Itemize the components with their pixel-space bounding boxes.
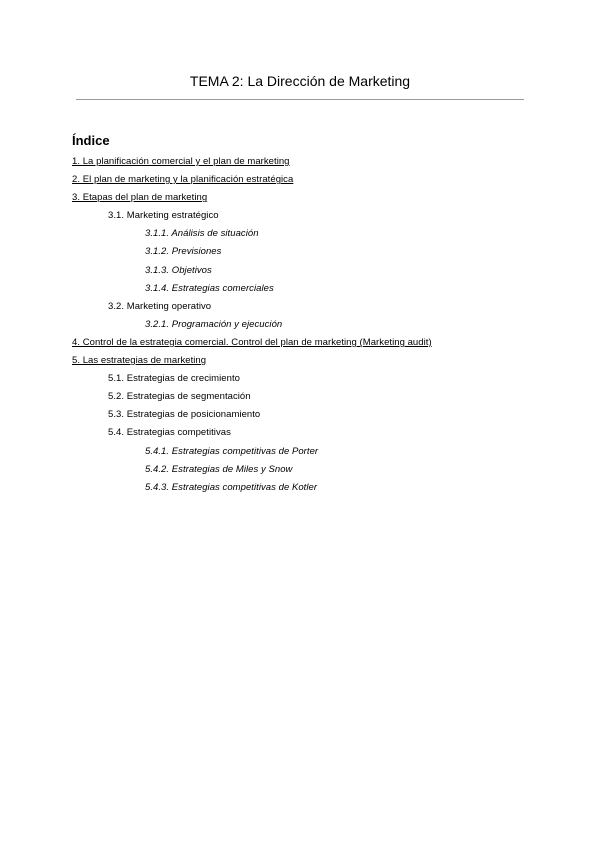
toc-entry [0,479,600,497]
toc-entry-text: 5.4. Estrategias competitivas [108,427,231,439]
toc-link[interactable] [0,189,600,207]
toc-entry [0,316,600,334]
toc-entry-text: 3.2. Marketing operativo [108,300,212,312]
toc-entry [0,298,600,316]
index-heading: Índice [72,133,110,148]
toc-entry-text: 5. Las estrategias de marketing [72,355,207,367]
toc-entry-text: 5.2. Estrategias de segmentación [108,391,251,403]
toc-entry [0,443,600,461]
toc-entry-text: 5.4.2. Estrategias de Miles y Snow [145,463,293,475]
toc-entry-text: 3.1.3. Objetivos [145,264,212,276]
title-divider [76,99,524,100]
table-of-contents [0,153,600,497]
toc-entry-text: 1. La planificación comercial y el plan de marketing [72,156,290,167]
toc-entry-text: 5.4.1. Estrategias competitivas de Porter [145,445,319,457]
toc-link[interactable] [0,153,600,171]
toc-entry [0,225,600,243]
toc-entry-text: 3.1.2. Previsiones [145,246,222,258]
document-title: TEMA 2: La Dirección de Marketing [189,73,411,89]
toc-entry-text: 2. El plan de marketing y la planificación estratégica [72,174,294,186]
toc-entry [0,461,600,479]
toc-entry-text: 5.1. Estrategias de crecimiento [108,373,240,385]
toc-entry [0,262,600,280]
toc-entry [0,406,600,424]
toc-entry-text: 3.1. Marketing estratégico [108,210,219,222]
toc-entry-text: 3.1.4. Estrategias comerciales [145,282,274,294]
toc-entry [0,243,600,261]
toc-link[interactable] [0,334,600,352]
toc-entry-text: 5.4.3. Estrategias competitivas de Kotler [145,481,318,493]
toc-entry-text: 5.3. Estrategias de posicionamiento [108,409,261,421]
toc-entry [0,207,600,225]
toc-entry [0,424,600,442]
toc-entry-text: 3. Etapas del plan de marketing [72,192,208,204]
toc-entry [0,370,600,388]
toc-link[interactable] [0,352,600,370]
toc-link[interactable] [0,171,600,189]
toc-entry-text: 4. Control de la estrategia comercial. Control del plan de marketing (Marketing audit) [72,336,432,348]
toc-entry-text: 3.1.1. Análisis de situación [145,228,259,240]
toc-entry [0,388,600,406]
toc-entry [0,280,600,298]
toc-entry-text: 3.2.1. Programación y ejecución [145,318,283,330]
